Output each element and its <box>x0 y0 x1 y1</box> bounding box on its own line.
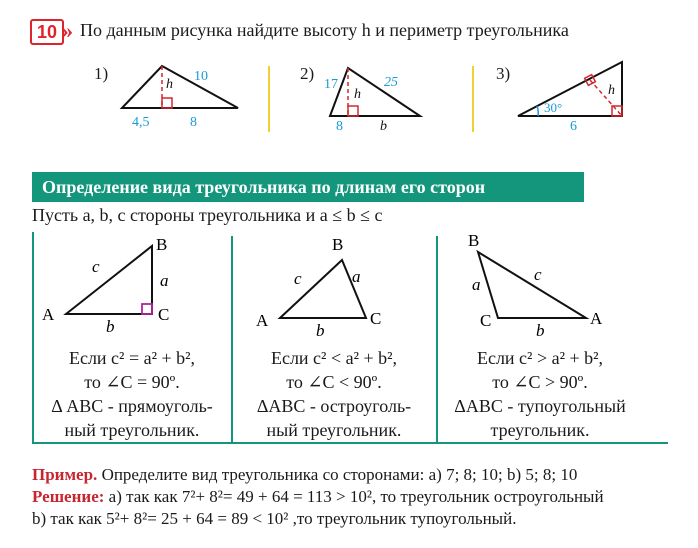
figure-2-right: 25 <box>384 75 398 90</box>
case-3-caption <box>440 346 640 442</box>
case-2-line2: то ∠C < 90º. <box>286 372 382 392</box>
case-2-line1: Если c² < a² + b², <box>270 348 398 368</box>
figure-3-label: 3) <box>496 64 511 83</box>
figure-2-base-left: 8 <box>336 119 343 130</box>
figure-3-height: h <box>608 83 615 98</box>
solution-label: Решение: <box>32 487 105 506</box>
example-text: Определите вид треугольника со сторонами: a) 7; 8; 10; b) 5; 8; 10 <box>101 465 578 484</box>
case-1-vertex-b: B <box>156 235 168 254</box>
case-2-vertex-c: C <box>370 309 382 328</box>
case-2-side-c: c <box>294 269 302 288</box>
case-3-line3: ΔABC - тупоугольный <box>454 396 626 416</box>
figure-1-left: 4,5 <box>132 115 150 130</box>
case-1-vertex-c: C <box>158 305 170 324</box>
case-2-line3: ΔABC - остроуголь- <box>256 396 412 416</box>
case-2-caption <box>234 346 434 442</box>
case-2-triangle <box>234 232 434 338</box>
case-3-line2: то ∠C > 90º. <box>492 372 588 392</box>
solution-line-a <box>32 487 604 507</box>
solution-line-b: b) так как 5²+ 8²= 25 + 64 = 89 < 10² ,то треугольник тупоугольный. <box>32 509 517 528</box>
case-1-line4: ный треугольник. <box>64 420 200 440</box>
divider <box>472 66 474 132</box>
figure-1-height: h <box>166 77 173 92</box>
case-2-line4: ный треугольник. <box>266 420 402 440</box>
divider <box>231 236 233 442</box>
figure-2-triangle <box>318 58 430 130</box>
figure-1-triangle <box>110 58 250 130</box>
figure-3-base: 6 <box>570 119 577 132</box>
example-label: Пример. <box>32 465 98 484</box>
section-intro: Пусть a, b, c стороны треугольника и a ≤ b ≤ c <box>32 205 383 225</box>
case-1-line1: Если c² = a² + b², <box>68 348 196 368</box>
case-3-vertex-b: B <box>468 232 480 250</box>
case-1-side-a: a <box>160 271 169 290</box>
figure-2-left: 17 <box>324 77 338 92</box>
case-1-vertex-a: A <box>42 305 55 324</box>
solution-a: а) так как 7²+ 8²= 49 + 64 = 113 > 10², то треугольник остроугольный <box>108 487 604 506</box>
case-2-side-a: a <box>352 267 361 286</box>
case-1-caption <box>34 346 230 442</box>
case-3-line4: треугольник. <box>490 420 590 440</box>
example-line <box>32 465 577 485</box>
case-1-side-c: c <box>92 257 100 276</box>
case-1-line2: то ∠C = 90º. <box>84 372 180 392</box>
figure-1-right: 8 <box>190 115 197 130</box>
task-number-badge: 10 <box>30 19 64 45</box>
divider <box>436 236 438 442</box>
figure-3-angle: 30° <box>544 100 563 115</box>
case-3-vertex-a: A <box>590 309 603 328</box>
case-1-line3: Δ ABC - прямоуголь- <box>51 396 213 416</box>
figure-2-base-right: b <box>380 119 387 130</box>
case-3-vertex-c: C <box>480 311 492 330</box>
case-3-side-a: a <box>472 275 481 294</box>
case-1-side-b: b <box>106 317 115 336</box>
case-3-side-c: c <box>534 265 542 284</box>
case-3-triangle <box>440 232 640 338</box>
figure-3-triangle <box>510 56 636 132</box>
figure-1-label: 1) <box>94 64 109 83</box>
divider <box>268 66 270 132</box>
case-2-vertex-a: A <box>256 311 269 330</box>
figure-1-hyp: 10 <box>194 69 208 84</box>
figure-2-height: h <box>354 87 361 102</box>
case-3-line1: Если c² > a² + b², <box>476 348 604 368</box>
section-title: Определение вида треугольника по длинам его сторон <box>32 172 584 202</box>
task-text: По данным рисунка найдите высоту h и периметр треугольника <box>80 20 569 40</box>
figure-2-label: 2) <box>300 64 315 83</box>
case-3-side-b: b <box>536 321 545 338</box>
case-1-triangle <box>34 232 230 338</box>
case-2-side-b: b <box>316 321 325 338</box>
case-2-vertex-b: B <box>332 235 344 254</box>
chevron-right-icon: » <box>62 18 73 43</box>
